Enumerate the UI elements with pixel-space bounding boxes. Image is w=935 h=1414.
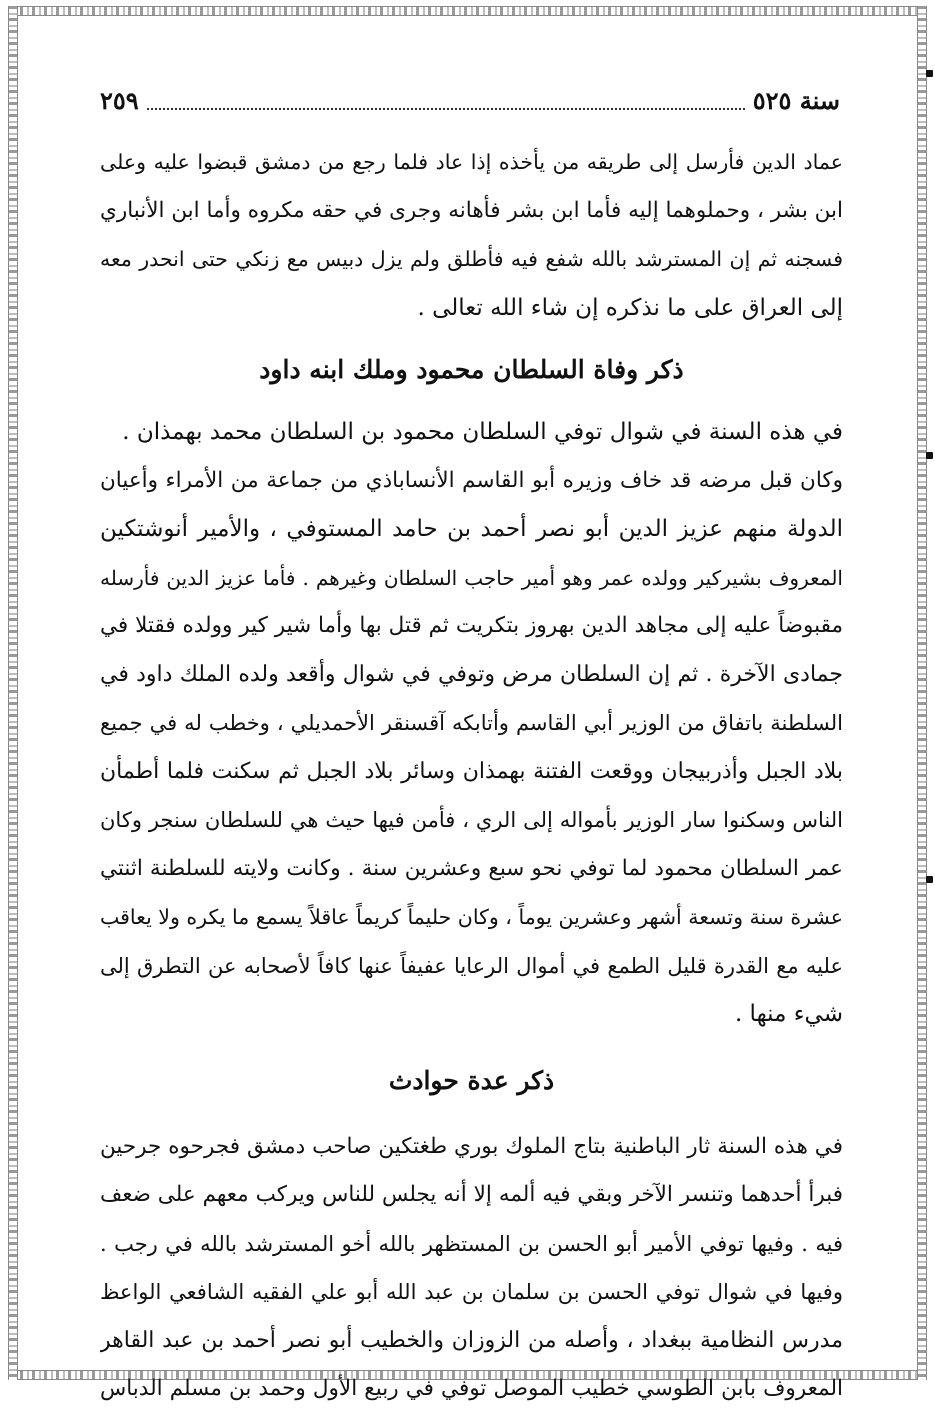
decorative-border-top [8, 6, 927, 16]
text-line: المعروف بشيركير وولده عمر وهو أمير حاجب السلطان وغيرهم . فأما عزيز الدين فأرسله [100, 565, 843, 590]
text-line: في هذه السنة في شوال توفي السلطان محمود بن السلطان محمد بهمذان . [122, 419, 843, 445]
margin-mark [926, 452, 933, 459]
text-line: مقبوضاً عليه إلى مجاهد الدين بهروز بتكريت ثم قتل بها وأما شير كير وولده فقتلا في [100, 613, 843, 638]
text-line: المعروف بابن الطوسي خطيب الموصل توفي في ربيع الأول وحمد بن مسلم الدباس [100, 1376, 843, 1401]
text-line: شيء منها . [734, 1001, 843, 1027]
header-leader-dots [147, 100, 745, 110]
text-line: الدولة منهم عزيز الدين أبو نصر أحمد بن حامد المستوفي ، والأمير أنوشتكين [100, 516, 843, 542]
section-heading: ذكر عدة حوادث [388, 1065, 555, 1095]
text-line: عمر السلطان محمود لما توفي نحو سبع وعشرين سنة . وكانت ولايته للسلطنة اثنتي [100, 855, 843, 881]
text-line: إلى العراق على ما نذكره إن شاء الله تعالى . [417, 294, 843, 321]
text-line: بلاد الجبل وأذربيجان ووقعت الفتنة بهمذان وسائر بلاد الجبل ثم سكنت فلما أطمأن [100, 758, 843, 784]
text-line: جمادى الآخرة . ثم إن السلطان مرض وتوفي في شوال وأقعد ولده الملك داود في [100, 661, 843, 687]
text-line: عشرة سنة وتسعة أشهر وعشرين يوماً ، وكان حليماً كريماً عاقلاً يسمع ما يكره ولا يعاقب [100, 905, 843, 929]
page-body [100, 138, 843, 1414]
paragraph-events [100, 1123, 843, 1414]
paragraph-death-of-sultan [100, 408, 843, 1039]
decorative-border-left [8, 6, 18, 1380]
decorative-border-right [917, 6, 927, 1380]
running-header [100, 82, 840, 118]
paragraph-continuation [100, 138, 843, 332]
margin-mark [926, 70, 933, 77]
text-line: فبرأ أحدهما وتنسر الآخر وبقي فيه ألمه إلا أنه يجلس للناس ويركب معهم على ضعف [100, 1182, 843, 1207]
section-heading: ذكر وفاة السلطان محمود وملك ابنه داود [259, 355, 684, 384]
text-line: السلطنة باتفاق من الوزير أبي القاسم وأتابكه آقسنقر الأحمديلي ، وخطب له في جميع [100, 711, 843, 735]
margin-mark [926, 876, 933, 883]
text-line: ابن بشر ، وحملوهما إليه فأما ابن بشر فأهانه وجرى في حقه مكروه وأما ابن الأنباري [100, 197, 843, 223]
header-year: سنة ٥٢٥ [752, 85, 840, 115]
text-line: مدرس النظامية ببغداد ، وأصله من الزوزان والخطيب أبو نصر أحمد بن عبد القاهر [100, 1327, 843, 1353]
text-line: وكان قبل مرضه قد خاف وزيره أبو القاسم الأنساباذي من جماعة من الأمراء وأعيان [100, 467, 843, 493]
text-line: الناس وسكنوا سار الوزير بأمواله إلى الري ، فأمن فيها حيث هي للسلطان سنجر وكان [100, 808, 843, 832]
text-line: عليه مع القدرة قليل الطمع في أموال الرعايا عفيفاً عنها كافاً لأصحابه عن التطرق إلى [100, 953, 843, 978]
text-line: عماد الدين فأرسل إلى طريقه من يأخذه إذا عاد فلما رجع من دمشق قبضوا عليه وعلى [100, 150, 843, 174]
page-number: ٢٥٩ [100, 85, 139, 115]
text-line: فيه . وفيها توفي الأمير أبو الحسن بن المستظهر بالله أخو المسترشد بالله في رجب . [100, 1231, 843, 1256]
text-line: وفيها في شوال توفي الحسن بن سلمان بن عبد الله أبو علي الفقيه الشافعي الواعظ [100, 1280, 843, 1304]
text-line: في هذه السنة ثار الباطنية بتاج الملوك بوري طغتكين صاحب دمشق فجرحوه جرحين [100, 1133, 843, 1159]
text-line: فسجنه ثم إن المسترشد بالله شفع فيه فأطلق ولم يزل دبيس مع زنكي حتى انحدر معه [100, 247, 843, 271]
